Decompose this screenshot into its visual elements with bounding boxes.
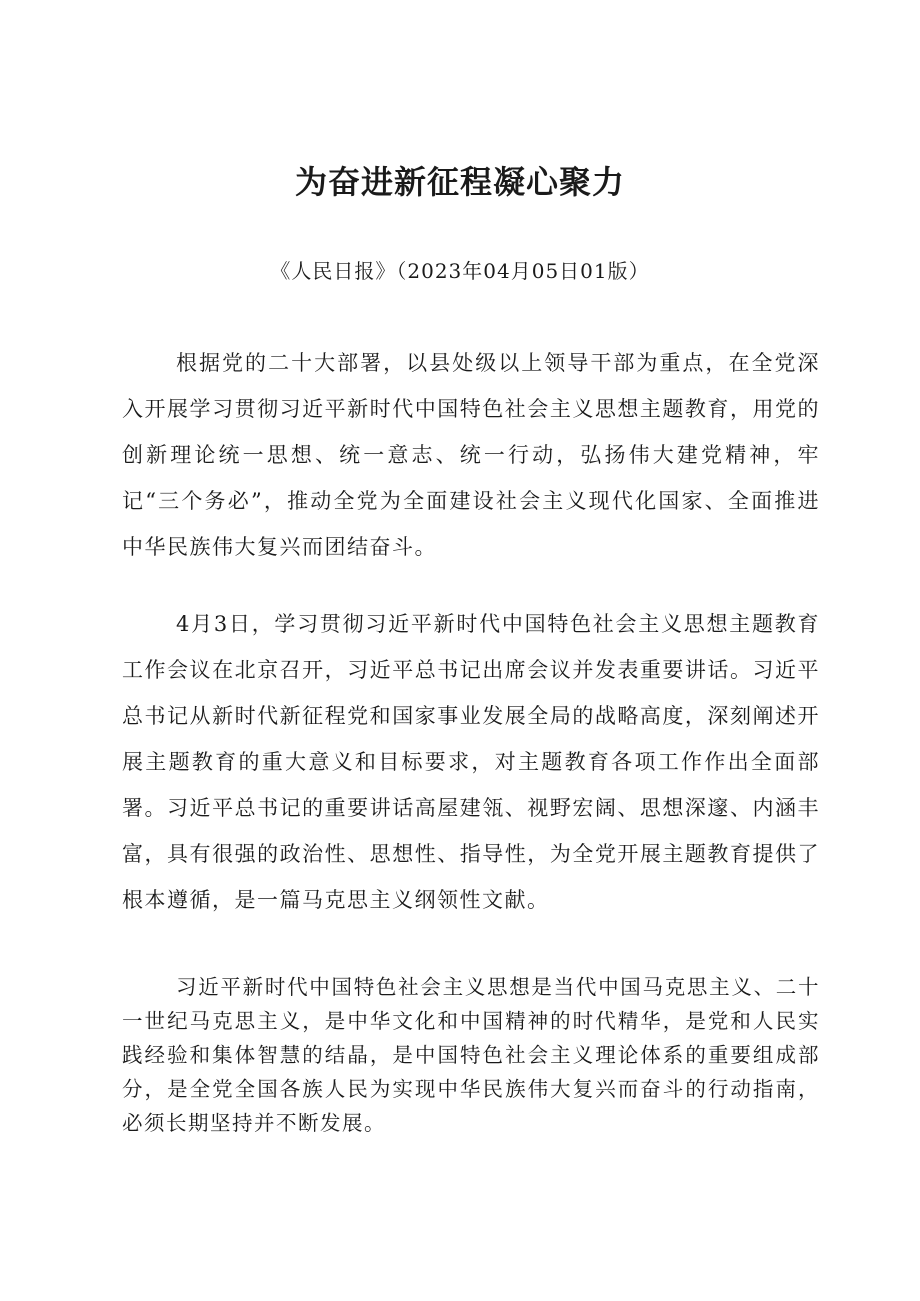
page-title: 为奋进新征程凝心聚力 <box>294 163 625 201</box>
paragraph-2: 4月3日，学习贯彻习近平新时代中国特色社会主义思想主题教育工作会议在北京召开，习近平总书记出席会议并发表重要讲话。习近平总书记从新时代新征程党和国家事业发展全局的战略高度，深刻阐述开展主题教育的重大意义和目标要求，对主题教育各项工作作出全面部署。习近平总书记的重要讲话高屋建瓴、视野宏阔、思想深邃、内涵丰富，具有很强的政治性、思想性、指导性，为全党开展主题教育提供了根本遵循，是一篇马克思主义纲领性文献。 <box>122 612 820 912</box>
source-line: 《人民日报》（2023年04月05日01版） <box>270 259 650 283</box>
paragraph-3: 习近平新时代中国特色社会主义思想是当代中国马克思主义、二十一世纪马克思主义，是中华文化和中国精神的时代精华，是党和人民实践经验和集体智慧的结晶，是中国特色社会主义理论体系的重要组成部分，是全党全国各族人民为实现中华民族伟大复兴而奋斗的行动指南，必须长期坚持并不断发展。 <box>122 975 820 1135</box>
paragraph-1: 根据党的二十大部署，以县处级以上领导干部为重点，在全党深入开展学习贯彻习近平新时代中国特色社会主义思想主题教育，用党的创新理论统一思想、统一意志、统一行动，弘扬伟大建党精神，牢记“三个务必”，推动全党为全面建设社会主义现代化国家、全面推进中华民族伟大复兴而团结奋斗。 <box>122 351 820 559</box>
